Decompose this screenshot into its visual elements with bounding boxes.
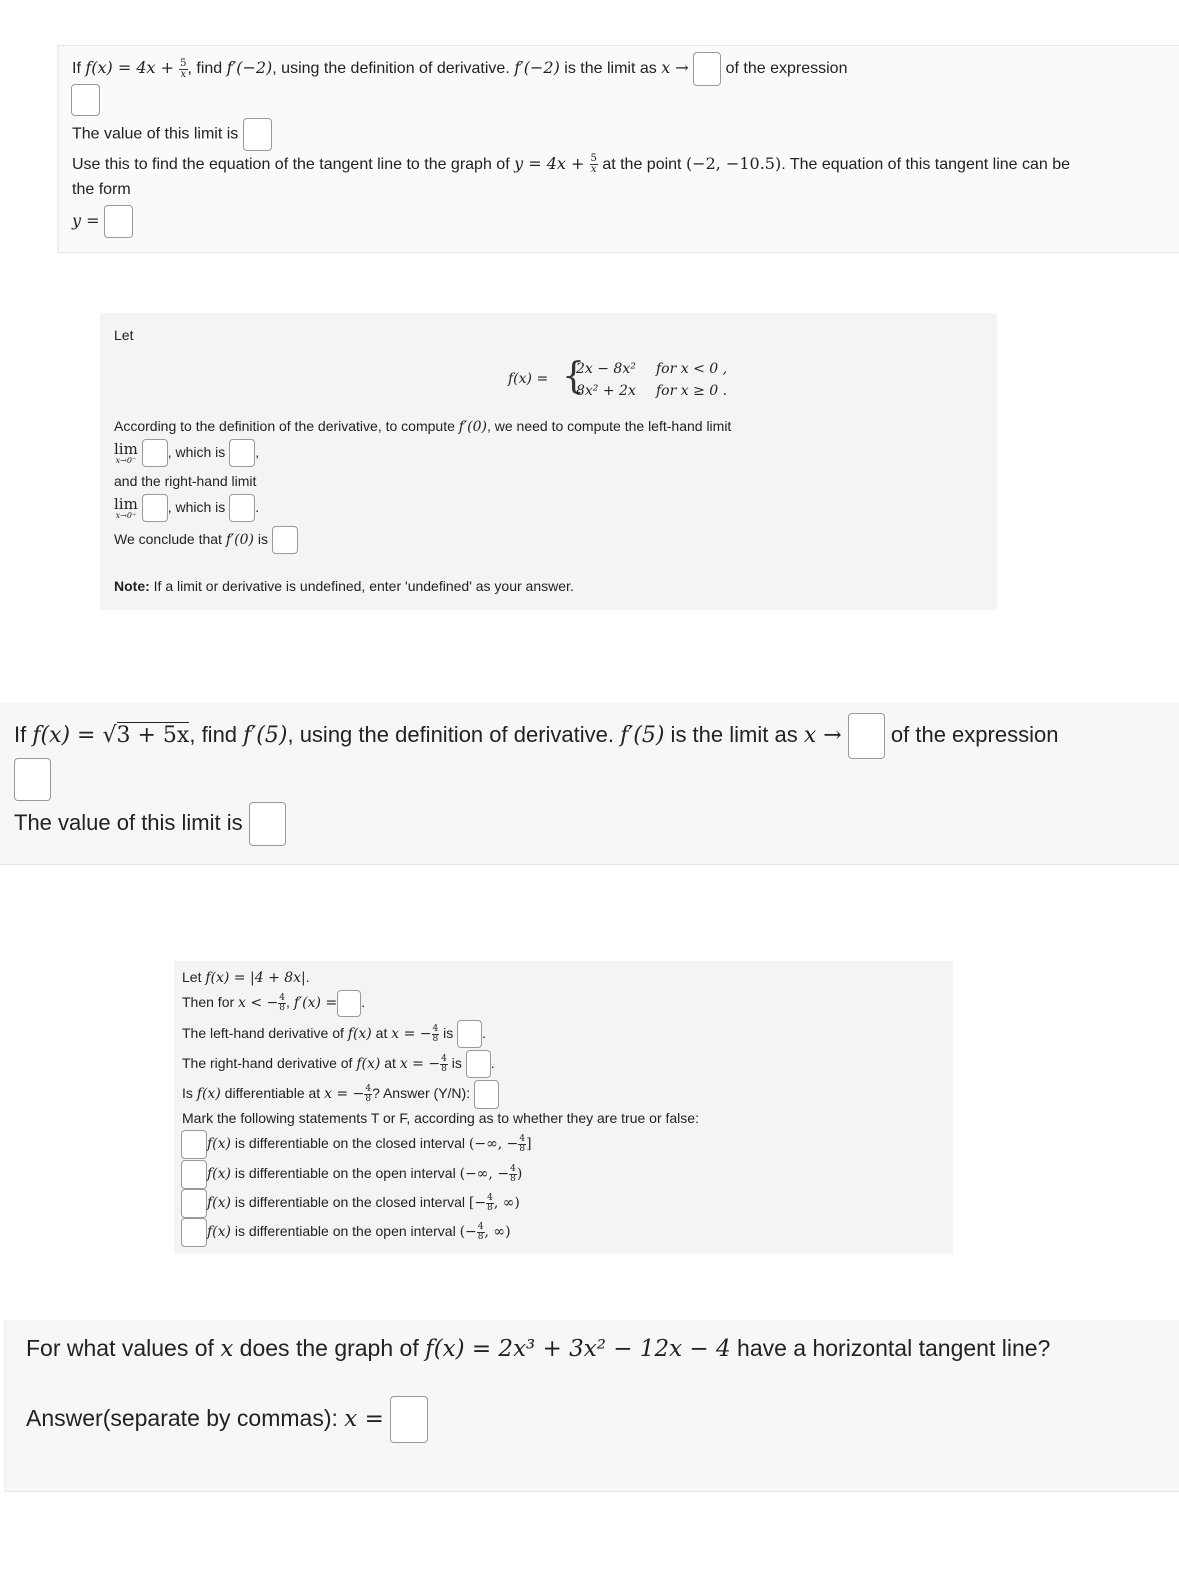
problem-4-line-6 bbox=[182, 1108, 699, 1128]
text: Then for bbox=[182, 994, 239, 1010]
math-expr: f′(5) bbox=[620, 723, 665, 748]
frac-den: 8 bbox=[365, 1093, 372, 1104]
left-derivative-input[interactable] bbox=[457, 1020, 482, 1048]
frac-num: 4 bbox=[487, 1192, 493, 1203]
math-expr: (−2, −10.5) bbox=[685, 154, 782, 173]
text: at bbox=[380, 1055, 400, 1071]
differentiable-yn-input[interactable] bbox=[474, 1080, 499, 1109]
problem-4-line-2 bbox=[182, 988, 365, 1017]
math-expr: x → bbox=[661, 58, 689, 78]
right-derivative-input[interactable] bbox=[466, 1050, 491, 1078]
statement-3 bbox=[181, 1188, 520, 1218]
sqrt-radicand bbox=[117, 722, 190, 748]
text: , using the definition of derivative. bbox=[287, 722, 621, 747]
text: The value of this limit is bbox=[72, 125, 239, 143]
text: is the limit as bbox=[559, 60, 662, 78]
math-expr: 2x − 8x² bbox=[576, 361, 636, 377]
text: of the expression bbox=[890, 722, 1059, 747]
frac-num: 5 bbox=[590, 153, 597, 165]
frac-num: 4 bbox=[432, 1023, 439, 1034]
frac-num: 5 bbox=[180, 57, 187, 69]
math-expr: f(x) = 4x + bbox=[85, 58, 180, 78]
math-expr: f(x) = bbox=[508, 371, 549, 387]
expression-input-3[interactable] bbox=[14, 758, 51, 801]
text: is differentiable on the closed interval bbox=[231, 1194, 469, 1210]
text: , bbox=[286, 994, 294, 1010]
limit-value-input-3[interactable] bbox=[249, 802, 286, 846]
text: have a horizontal tangent line? bbox=[730, 1335, 1051, 1361]
right-limit-value-input[interactable] bbox=[229, 494, 255, 522]
math-expr: f′(−2) bbox=[514, 58, 560, 78]
frac-den: x bbox=[590, 164, 597, 176]
math-expr: f(x) bbox=[347, 1026, 372, 1042]
math-expr: x → bbox=[803, 723, 842, 748]
problem-3-line-1 bbox=[14, 712, 1058, 759]
fraction bbox=[440, 1055, 448, 1074]
math-expr: f(x) bbox=[207, 1136, 232, 1152]
text: . bbox=[305, 969, 310, 985]
fraction bbox=[590, 154, 598, 175]
math-expr: (−∞, − bbox=[468, 1136, 519, 1152]
problem-4-line-1 bbox=[182, 966, 310, 989]
problem-2-let bbox=[114, 327, 133, 343]
statement-2 bbox=[181, 1159, 522, 1189]
frac-num: 4 bbox=[510, 1163, 516, 1174]
problem-5-answer bbox=[26, 1394, 428, 1443]
left-limit-row bbox=[114, 437, 259, 467]
frac-num: 4 bbox=[477, 1221, 484, 1232]
fraction bbox=[278, 994, 286, 1013]
problem-2-note bbox=[114, 577, 574, 595]
text: at the point bbox=[597, 156, 686, 173]
text: of the expression bbox=[725, 60, 848, 78]
text: does the graph of bbox=[233, 1335, 426, 1361]
lim-sub: x→0⁺ bbox=[115, 510, 137, 520]
statement-4-input[interactable] bbox=[181, 1218, 207, 1247]
math-expr: (−∞, − bbox=[459, 1166, 510, 1182]
lim-text: lim bbox=[114, 494, 138, 513]
left-limit-expression-input[interactable] bbox=[142, 439, 168, 467]
frac-den: 8 bbox=[510, 1173, 516, 1184]
math-expr: f(x) = |4 + 8x| bbox=[205, 970, 306, 986]
statement-4 bbox=[181, 1217, 511, 1247]
text: According to the definition of the derivative, to compute bbox=[114, 418, 459, 434]
math-expr: x = − bbox=[324, 1086, 365, 1102]
text: . bbox=[361, 994, 366, 1010]
text: . bbox=[255, 499, 260, 515]
fraction bbox=[509, 1165, 517, 1184]
frac-den: 8 bbox=[279, 1002, 286, 1013]
sqrt-sign: √ bbox=[102, 723, 117, 748]
problem-4-line-4 bbox=[182, 1048, 495, 1079]
problem-1-line-5 bbox=[72, 178, 131, 202]
math-expr: ) bbox=[516, 1166, 523, 1182]
math-expr: x = − bbox=[399, 1056, 441, 1072]
derivative-at-zero-input[interactable] bbox=[272, 526, 298, 554]
text: . bbox=[490, 1055, 495, 1071]
tangent-line-input[interactable] bbox=[104, 205, 133, 238]
text: Let bbox=[114, 327, 134, 343]
text: , using the definition of derivative. bbox=[272, 60, 515, 78]
fraction bbox=[364, 1085, 372, 1104]
math-expr: for x ≥ 0 . bbox=[656, 383, 728, 399]
problem-1-line-3 bbox=[72, 118, 272, 151]
math-expr: , ∞) bbox=[493, 1195, 520, 1211]
fraction bbox=[179, 59, 187, 80]
problem-2-conclude bbox=[114, 524, 298, 555]
math-expr: f′(0) bbox=[458, 419, 487, 435]
limit-point-input-3[interactable] bbox=[848, 713, 885, 759]
text: If bbox=[72, 60, 86, 78]
text: differentiable at bbox=[220, 1085, 325, 1101]
text: is differentiable on the closed interval bbox=[231, 1135, 469, 1151]
right-limit-expression-input[interactable] bbox=[142, 494, 168, 522]
problem-2-according bbox=[114, 416, 731, 437]
text: the form bbox=[72, 181, 131, 198]
math-expr: (− bbox=[459, 1224, 477, 1240]
note-label: Note: bbox=[114, 578, 150, 594]
math-expr: y = bbox=[72, 211, 100, 230]
math-expr: f′(5) bbox=[243, 723, 288, 748]
text: . The equation of this tangent line can be bbox=[781, 156, 1071, 173]
text: Mark the following statements T or F, according as to whether they are true or false: bbox=[182, 1110, 699, 1126]
text: , find bbox=[189, 722, 244, 747]
text: The right-hand derivative of bbox=[182, 1055, 357, 1071]
math-expr: x < − bbox=[238, 995, 279, 1011]
text: , which is bbox=[167, 499, 226, 515]
text: at bbox=[371, 1025, 392, 1041]
problem-1-line-1 bbox=[72, 52, 847, 86]
math-expr: f(x) bbox=[207, 1224, 232, 1240]
problem-1-line-6 bbox=[72, 204, 133, 239]
text: is the limit as bbox=[664, 722, 804, 747]
text: is differentiable on the open interval bbox=[231, 1165, 460, 1181]
math-expr: ] bbox=[526, 1136, 532, 1152]
text: is bbox=[254, 531, 269, 547]
text: Is bbox=[182, 1085, 197, 1101]
text: and the right-hand limit bbox=[114, 473, 257, 489]
text: is bbox=[439, 1025, 454, 1041]
statement-1-input[interactable] bbox=[181, 1130, 207, 1159]
expression-input[interactable] bbox=[71, 84, 100, 116]
horizontal-tangent-answer-input[interactable] bbox=[390, 1396, 428, 1443]
math-expr: f(x) bbox=[196, 1086, 221, 1102]
problem-2-and-right bbox=[114, 471, 256, 491]
math-expr: y = 4x + bbox=[514, 154, 590, 173]
fraction bbox=[477, 1223, 485, 1242]
brace: { bbox=[562, 356, 585, 397]
text: ? Answer (Y/N): bbox=[372, 1085, 471, 1101]
text: , bbox=[255, 444, 260, 460]
problem-1-line-4 bbox=[72, 150, 1070, 179]
limit-point-input[interactable] bbox=[693, 52, 721, 86]
limit-symbol bbox=[114, 494, 138, 520]
math-expr: f(x) bbox=[207, 1195, 232, 1211]
text: , find bbox=[187, 60, 227, 78]
limit-value-input[interactable] bbox=[243, 118, 272, 151]
frac-den: 8 bbox=[477, 1231, 484, 1242]
math-expr: [− bbox=[468, 1195, 487, 1211]
frac-den: 8 bbox=[519, 1143, 526, 1154]
fraction bbox=[518, 1135, 526, 1154]
text: The value of this limit is bbox=[14, 810, 243, 835]
text: , which is bbox=[167, 444, 226, 460]
math-expr: f(x) bbox=[356, 1056, 381, 1072]
lim-text: lim bbox=[114, 439, 138, 458]
right-limit-row bbox=[114, 492, 259, 522]
frac-num: 4 bbox=[441, 1053, 447, 1064]
statement-2-input[interactable] bbox=[181, 1160, 207, 1189]
frac-num: 4 bbox=[519, 1133, 526, 1144]
math-expr: f′(x) = bbox=[293, 995, 338, 1011]
problem-4-line-3 bbox=[182, 1018, 486, 1049]
derivative-expression-input[interactable] bbox=[337, 990, 361, 1017]
lim-sub: x→0⁻ bbox=[115, 455, 137, 465]
text: For what values of bbox=[26, 1335, 221, 1361]
text: is bbox=[447, 1055, 462, 1071]
fraction bbox=[486, 1194, 494, 1213]
math-expr: f(x) bbox=[207, 1166, 232, 1182]
problem-5-question bbox=[26, 1330, 1050, 1367]
note-text: If a limit or derivative is undefined, enter 'undefined' as your answer. bbox=[149, 578, 574, 594]
problem-3-value bbox=[14, 801, 286, 846]
text: The left-hand derivative of bbox=[182, 1025, 348, 1041]
math-expr: f(x) = 2x³ + 3x² − 12x − 4 bbox=[425, 1336, 731, 1362]
text: , we need to compute the left-hand limit bbox=[486, 418, 732, 434]
text: Use this to find the equation of the tangent line to the graph of bbox=[72, 156, 515, 173]
math-expr: f′(0) bbox=[225, 532, 255, 548]
math-expr: x = bbox=[344, 1406, 384, 1432]
text: . bbox=[482, 1025, 487, 1041]
text: If bbox=[14, 722, 33, 747]
text: We conclude that bbox=[114, 531, 226, 547]
math-expr: for x < 0 , bbox=[656, 361, 728, 377]
math-expr: 8x² + 2x bbox=[576, 383, 636, 399]
statement-3-input[interactable] bbox=[181, 1189, 207, 1218]
math-expr: f(x) = bbox=[32, 723, 103, 748]
math-expr: x = − bbox=[391, 1026, 432, 1042]
frac-num: 4 bbox=[279, 992, 286, 1003]
sqrt-inner: 3 + 5x bbox=[116, 723, 190, 748]
statement-1 bbox=[181, 1129, 532, 1159]
text: Let bbox=[182, 969, 206, 985]
limit-symbol bbox=[114, 439, 138, 465]
frac-den: 8 bbox=[487, 1202, 493, 1213]
math-expr: f′(−2) bbox=[226, 58, 273, 78]
text: Answer(separate by commas): bbox=[26, 1405, 345, 1431]
problem-4-line-5 bbox=[182, 1078, 499, 1109]
frac-den: x bbox=[180, 68, 187, 80]
frac-den: 8 bbox=[432, 1033, 439, 1044]
text: is differentiable on the open interval bbox=[231, 1223, 460, 1239]
left-limit-value-input[interactable] bbox=[229, 439, 255, 467]
frac-den: 8 bbox=[441, 1063, 447, 1074]
frac-num: 4 bbox=[365, 1083, 372, 1094]
math-expr: x bbox=[220, 1336, 234, 1362]
math-expr: , ∞) bbox=[484, 1224, 511, 1240]
